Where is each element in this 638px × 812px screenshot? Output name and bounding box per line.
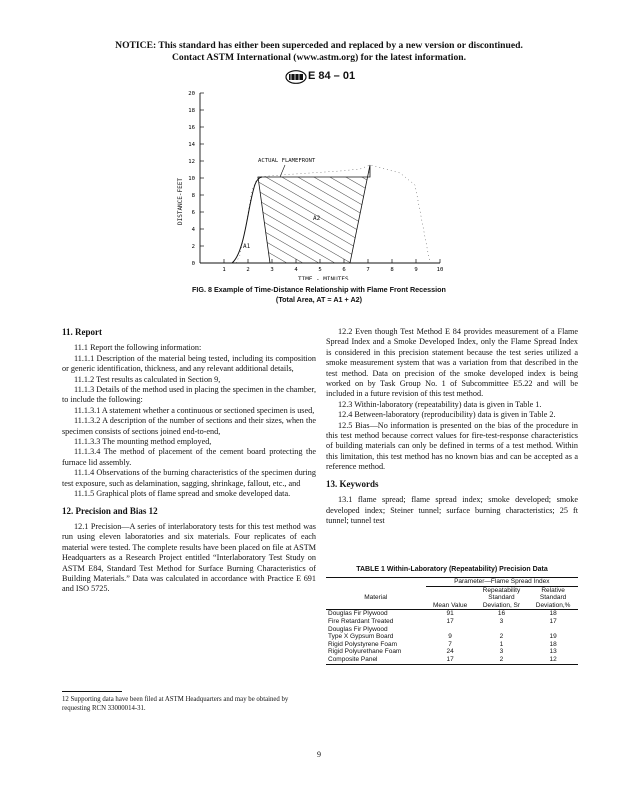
table-cell-sd: 3 <box>499 617 504 625</box>
table-col-material: Material <box>364 594 388 602</box>
table-cell-sd: 2 <box>499 633 504 641</box>
table-row <box>326 648 578 656</box>
table-col-sd-line3: Deviation, Sr <box>482 601 521 609</box>
table-cell-sd: 2 <box>499 655 504 663</box>
section-13-heading: 13. Keywords <box>326 478 379 489</box>
table-cell-material: Fire Retardant Treated <box>328 617 394 625</box>
table-cell-material: Douglas Fir Plywood <box>328 625 388 633</box>
table-cell-rel: 12 <box>549 655 557 663</box>
para-11-1-2: 11.1.2 Test results as calculated in Section 9, <box>74 374 221 384</box>
para-11-1-3: 11.1.3 Details of the method used in placing the specimen in the chamber, to include the following: <box>62 385 316 405</box>
para-12-4: 12.4 Between-laboratory (reproducibility) data is given in Table 2. <box>338 410 556 420</box>
x-tick-label: 4 <box>294 267 298 273</box>
footnote-rule <box>62 691 122 692</box>
y-tick-label: 2 <box>191 244 195 250</box>
x-tick-label: 8 <box>390 267 394 273</box>
flame-front-curve <box>232 177 262 263</box>
table-cell-rel: 13 <box>549 648 557 656</box>
y-tick-label: 6 <box>191 210 195 216</box>
table-cell-material: Rigid Polystyrene Foam <box>328 640 397 648</box>
x-tick-label: 5 <box>318 267 322 273</box>
para-11-1-3-2: 11.1.3.2 A description of the number of sections and their sizes, when the specimen consists of sections joined end-to-end, <box>62 416 316 436</box>
para-11-1-3-3: 11.1.3.3 The mounting method employed, <box>74 437 212 447</box>
page-number: 9 <box>317 750 321 759</box>
y-tick-label: 4 <box>191 227 195 233</box>
y-tick-label: 14 <box>188 142 195 148</box>
x-axis-label: TIME - MINUTES <box>298 276 349 280</box>
table-col-sd-line2: Standard <box>488 594 515 602</box>
left-column <box>62 327 316 595</box>
annotation-text: ACTUAL FLAMEFRONT <box>258 158 316 164</box>
annotation-leader <box>280 165 285 177</box>
para-11-1-1: 11.1.1 Description of the material being tested, including its composition or generic identification, thickness, and any relevant additional details, <box>62 353 316 374</box>
table-1-title: TABLE 1 Within-Laboratory (Repeatability) Precision Data <box>356 566 548 573</box>
table-cell-mean: 17 <box>446 655 454 663</box>
para-11-1-3-1: 11.1.3.1 A statement whether a continuous or sectioned specimen is used, <box>74 405 315 415</box>
table-col-rel-line3: Deviation,% <box>535 601 571 609</box>
x-tick-label: 1 <box>222 267 226 273</box>
notice-line-2: Contact ASTM International (www.astm.org) for the latest information. <box>172 52 466 63</box>
caption-line-1: FIG. 8 Example of Time-Distance Relationship with Flame Front Recession <box>192 285 446 294</box>
table-cell-mean: 17 <box>446 617 454 625</box>
table-cell-material: Type X Gypsum Board <box>328 633 394 641</box>
table-cell-mean: 9 <box>448 633 452 641</box>
x-tick-label: 2 <box>246 267 250 273</box>
para-12-5: 12.5 Bias—No information is presented on the bias of the procedure in this test method because correct values for fire-test-response characteristics of building materials can only be defined in terms of a test method. Within this limitation, this test method has no known bias and can be accepted as a reference method. <box>326 420 578 472</box>
table-row <box>326 626 578 634</box>
table-row <box>326 618 578 626</box>
para-11-1-3-4: 11.1.3.4 The method of placement of the cement board protecting the furnace lid assembly. <box>62 447 316 467</box>
table-1 <box>326 577 578 665</box>
designation: E 84 – 01 <box>308 70 356 82</box>
para-12-1: 12.1 Precision—A series of interlaboratory tests for this test method was run using eleven laboratories and six materials. Four replicates of each material were tested. The complete results have been placed on file at ASTM Headquarters as a Research Project entitled “Interlaboratory Test Study on ASTM E84, Standard Test Method for Surface Burning Characteristics of Building Materials.” Data was calculated in accordance with Practice E 691 and ISO 5725. <box>62 521 316 594</box>
table-cell-mean: 7 <box>448 640 452 648</box>
footnote: 12 Supporting data have been filed at ASTM Headquarters and may be obtained by requesting RCN 33000014-31. <box>62 696 289 712</box>
table-cell-sd <box>475 626 529 634</box>
y-tick-label: 0 <box>191 261 195 267</box>
table-col-rel-line2: Standard <box>539 594 567 602</box>
table-cell-mean: 91 <box>446 610 454 618</box>
y-axis-label: DISTANCE-FEET <box>177 178 184 225</box>
y-tick-label: 20 <box>188 91 195 97</box>
para-11-1-5: 11.1.5 Graphical plots of flame spread and smoke developed data. <box>74 489 291 499</box>
table-cell-rel: 19 <box>549 633 557 641</box>
para-13-1: 13.1 flame spread; flame spread index; smoke developed; smoke developed index; Steiner tunnel; surface burning characteristics; 25 ft tunnel; tunnel test <box>326 495 578 525</box>
y-tick-label: 16 <box>188 125 195 131</box>
hatched-area-a2 <box>258 165 370 263</box>
para-11-1: 11.1 Report the following information: <box>74 343 202 353</box>
figure-caption <box>0 285 638 305</box>
table-row <box>326 656 578 664</box>
para-12-2: 12.2 Even though Test Method E 84 provides measurement of a Flame Spread Index and a Smoke Developed Index, only the Flame Spread Index is considered in this precision statement because the test series utilized a smoke measurement system that was a variation from that described in the test method. Data on precision of the smoke developed index is being worked on by Task Group No. 1 of Subcommittee E5.22 and will be included in a future revision of this test method. <box>326 327 578 399</box>
notice-banner <box>0 40 638 64</box>
table-cell-rel: 18 <box>549 610 557 618</box>
table-cell-material: Douglas Fir Plywood <box>328 610 388 618</box>
y-tick-label: 12 <box>188 159 195 165</box>
notice-line-1: NOTICE: This standard has either been superceded and replaced by a new version or discontinued. <box>115 40 523 51</box>
table-col-mean: Mean Value <box>433 601 468 609</box>
table-cell-rel: 18 <box>549 640 557 648</box>
x-tick-label: 10 <box>436 267 444 273</box>
y-tick-label: 18 <box>188 108 195 114</box>
table-row <box>326 641 578 649</box>
x-tick-label: 6 <box>342 267 346 273</box>
para-11-1-4: 11.1.4 Observations of the burning characteristics of the specimen during test exposure, such as delamination, sagging, shrinkage, fallout, etc., and <box>62 468 316 488</box>
table-param-header: Parameter—Flame Spread Index <box>426 578 578 587</box>
table-cell-mean <box>426 626 475 634</box>
table-cell-sd: 16 <box>497 610 506 618</box>
x-tick-label: 7 <box>366 267 370 273</box>
table-cell-material: Composite Panel <box>328 655 378 663</box>
a1-label: A1 <box>243 243 251 250</box>
table-cell-material: Rigid Polyurethane Foam <box>328 648 402 656</box>
a2-label: A2 <box>313 215 321 222</box>
x-tick-label: 9 <box>414 267 418 273</box>
table-cell-sd: 1 <box>499 640 504 648</box>
table-row <box>326 610 578 618</box>
right-column <box>326 327 578 526</box>
table-cell-sd: 3 <box>499 648 504 656</box>
y-tick-label: 10 <box>188 176 195 182</box>
y-tick-label: 8 <box>191 193 195 199</box>
section-12-heading: 12. Precision and Bias 12 <box>62 505 158 516</box>
table-cell-rel: 17 <box>549 617 557 625</box>
para-12-3: 12.3 Within-laboratory (repeatability) data is given in Table 1. <box>338 399 542 409</box>
table-cell-rel <box>528 626 578 634</box>
astm-logo-icon <box>285 70 307 84</box>
table-cell-mean: 24 <box>446 648 454 656</box>
table-col-sd-line1: Repeatability <box>482 586 521 594</box>
time-distance-figure <box>170 85 470 280</box>
table-row <box>326 633 578 641</box>
caption-line-2: (Total Area, AT = A1 + A2) <box>275 295 363 304</box>
x-tick-label: 3 <box>270 267 274 273</box>
section-11-heading: 11. Report <box>62 327 102 337</box>
table-col-rel-line1: Relative <box>541 586 565 594</box>
